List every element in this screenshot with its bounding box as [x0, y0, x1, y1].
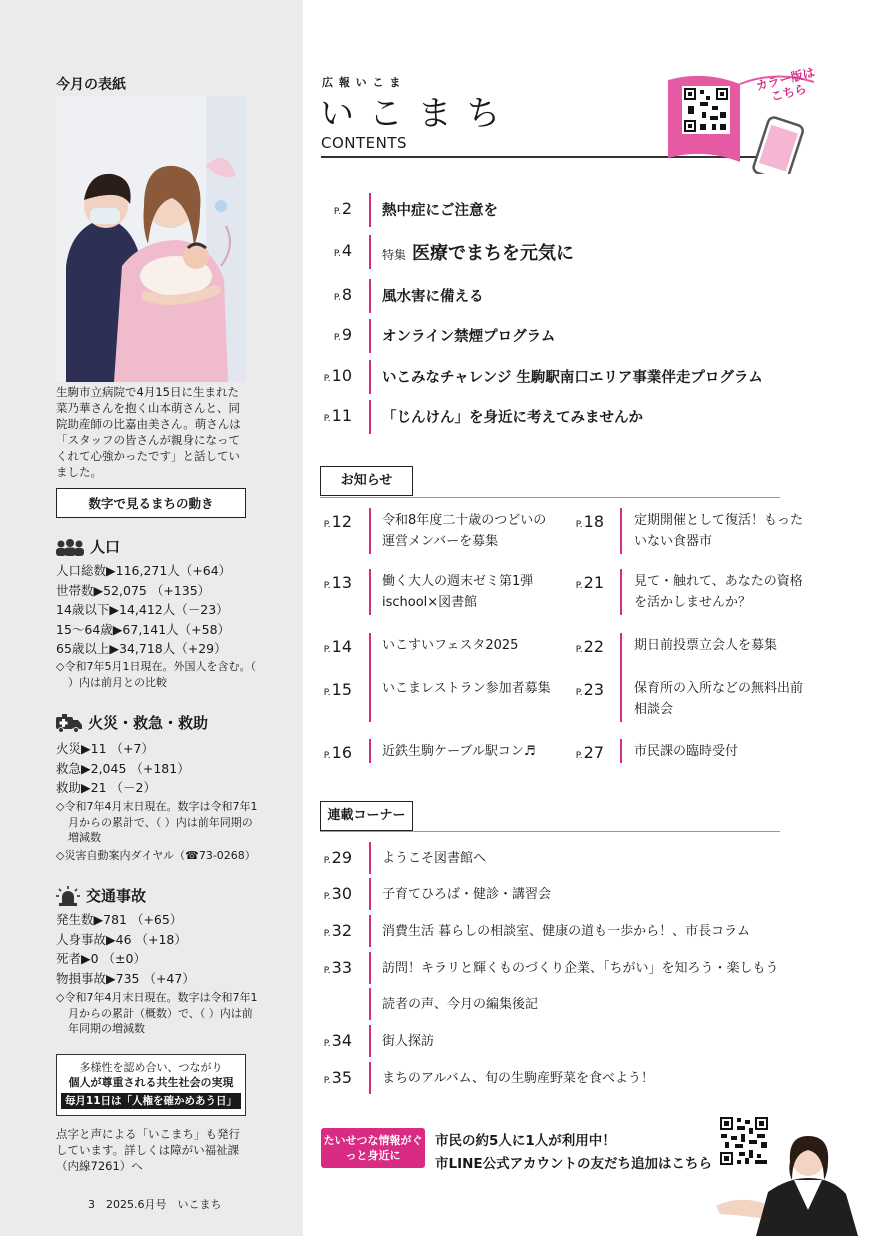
toc-divider: [369, 1025, 371, 1057]
toc-divider: [620, 633, 622, 679]
toc-item-27[interactable]: 市民課の臨時受付: [634, 744, 739, 759]
toc-item-11[interactable]: 「じんけん」を身近に考えてみませんか: [382, 410, 643, 426]
fire-dial-note: ◇災害自動案内ダイヤル（☎73-0268）: [56, 849, 256, 862]
toc-divider: [369, 842, 371, 874]
toc-item-reader[interactable]: 読者の声、今月の編集後記: [382, 997, 539, 1012]
page-prefix: P.: [323, 1039, 331, 1049]
toc-title: 医療でまちを元気に: [412, 243, 575, 264]
page-prefix: P.: [333, 249, 341, 259]
page-value: 35: [331, 1068, 352, 1087]
page-number: [318, 680, 352, 699]
kyosei-bar: 毎月11日は「人権を確かめあう日」: [61, 1093, 241, 1109]
toc-item-33[interactable]: 訪問！キラリと輝くものづくり企業、「ちがい」を知ろう・楽しもう: [382, 961, 779, 976]
fire-title: 火災・救急・救助: [88, 714, 209, 732]
page-value: 9: [341, 325, 352, 344]
page-value: 30: [331, 884, 352, 903]
kyosei-box: [56, 1054, 246, 1116]
page-value: 14: [331, 637, 352, 656]
page-prefix: P.: [323, 1076, 331, 1086]
page-value: 21: [583, 573, 604, 592]
toc-item-2[interactable]: 熱中症にご注意を: [382, 203, 498, 219]
page-number: [570, 637, 604, 656]
toc-divider: [369, 1062, 371, 1094]
stats-title: 数字で見るまちの動き: [56, 488, 246, 518]
page-value: 8: [341, 285, 352, 304]
toc-item-22[interactable]: 期日前投票立会人を募集: [634, 638, 778, 653]
page-prefix: P.: [323, 581, 331, 591]
notice-heading: お知らせ: [320, 466, 413, 496]
population-list: [56, 561, 231, 659]
page-number: [318, 1031, 352, 1050]
stat-line: 人身事故▶46 （+18）: [56, 931, 187, 947]
toc-divider: [369, 235, 371, 269]
toc-divider: [369, 633, 371, 679]
page-value: 22: [583, 637, 604, 656]
page-number: [318, 241, 352, 260]
page-prefix: P.: [323, 856, 331, 866]
page-number: [570, 573, 604, 592]
page-value: 15: [331, 680, 352, 699]
color-version-label[interactable]: カラー版はこちら: [754, 65, 817, 104]
toc-divider: [369, 952, 371, 984]
page-prefix: P.: [575, 581, 583, 591]
toc-divider: [620, 739, 622, 763]
page-number: [570, 512, 604, 531]
page-number: [318, 366, 352, 385]
page-prefix: P.: [333, 207, 341, 217]
kyosei-line-1: 多様性を認め合い、つながり: [79, 1061, 223, 1074]
toc-divider: [369, 569, 371, 615]
fire-heading: [56, 712, 208, 733]
traffic-list: [56, 910, 195, 988]
fire-note: ◇令和7年4月末日現在。数字は令和7年1月からの累計で、（ ）内は前年同期の増減数: [56, 800, 258, 844]
line-text-2[interactable]: 市LINE公式アカウントの友だち追加はこちら: [435, 1156, 713, 1172]
page-number: [570, 680, 604, 699]
page-number: [318, 743, 352, 762]
toc-item-9[interactable]: オンライン禁煙プログラム: [382, 329, 556, 345]
toc-item-10[interactable]: いこみなチャレンジ 生駒駅南口エリア事業伴走プログラム: [382, 370, 763, 386]
stat-line: 火災▶11 （+7）: [56, 741, 154, 756]
toc-item-12[interactable]: 令和8年度二十歳のつどいの運営メンバーを募集: [382, 513, 547, 549]
series-heading: 連載コーナー: [320, 801, 413, 831]
toc-item-15[interactable]: いこまレストラン参加者募集: [382, 681, 551, 696]
header-contents: CONTENTS: [321, 134, 408, 152]
toc-divider: [369, 319, 371, 353]
page-prefix: P.: [575, 520, 583, 530]
toc-divider: [620, 676, 622, 722]
toc-item-21[interactable]: 見て・触れて、あなたの資格を活かしませんか？: [634, 574, 803, 610]
page-value: 4: [341, 241, 352, 260]
page-value: 18: [583, 512, 604, 531]
page-value: 16: [331, 743, 352, 762]
toc-item-30[interactable]: 子育てひろば・健診・講習会: [382, 887, 552, 902]
stat-line: 15～64歳▶67,141人（+58）: [56, 621, 231, 637]
toc-divider: [369, 676, 371, 722]
toc-item-32[interactable]: 消費生活 暮らしの相談室、健康の道も一歩から！、市長コラム: [382, 924, 751, 939]
page-value: 12: [331, 512, 352, 531]
toc-divider: [369, 878, 371, 910]
toc-item-16[interactable]: 近鉄生駒ケーブル駅コン♬: [382, 744, 536, 759]
toc-item-18[interactable]: 定期開催として復活！もったいない食器市: [634, 513, 804, 549]
page-prefix: P.: [323, 374, 331, 384]
toc-divider: [620, 569, 622, 615]
page-number: [318, 958, 352, 977]
page-value: 33: [331, 958, 352, 977]
header-logo: い こ ま ち: [320, 94, 503, 134]
toc-divider: [369, 508, 371, 554]
toc-tag: 特集: [382, 248, 407, 262]
line-badge: たいせつな情報がぐっと身近に: [321, 1128, 425, 1168]
page-value: 34: [331, 1031, 352, 1050]
stat-line: 物損事故▶735 （+47）: [56, 970, 195, 986]
page-value: 10: [331, 366, 352, 385]
page-folio: 3 2025.6月号 いこまち: [88, 1198, 222, 1211]
page-number: [318, 848, 352, 867]
stat-line: 救急▶2,045 （+181）: [56, 760, 190, 776]
toc-divider: [369, 739, 371, 763]
cover-photo: [56, 96, 246, 382]
page-prefix: P.: [323, 751, 331, 761]
page-prefix: P.: [575, 688, 583, 698]
toc-item-13[interactable]: 働く大人の週末ゼミ第1弾 ischool×図書館: [382, 574, 534, 610]
page-prefix: P.: [323, 688, 331, 698]
toc-divider: [369, 988, 371, 1020]
stat-line: 人口総数▶116,271人（+64）: [56, 563, 232, 578]
toc-item-29[interactable]: ようこそ図書館へ: [382, 851, 487, 866]
stat-line: 65歳以上▶34,718人（+29）: [56, 641, 227, 656]
series-rule: [320, 831, 780, 832]
toc-item-23[interactable]: 保育所の入所などの無料出前相談会: [634, 681, 804, 717]
presenter-illustration: [716, 1136, 874, 1236]
toc-item-8[interactable]: 風水害に備える: [382, 289, 484, 305]
page-prefix: P.: [323, 892, 331, 902]
page-prefix: P.: [323, 520, 331, 530]
traffic-note: ◇令和7年4月末日現在。数字は令和7年1月からの累計（概数）で、（ ）内は前年同期の増減数: [56, 991, 258, 1035]
header-kicker: 広 報 い こ ま: [322, 76, 402, 89]
kyosei-line-2: 個人が尊重される共生社会の実現: [68, 1076, 234, 1089]
page-value: 29: [331, 848, 352, 867]
population-heading: [56, 536, 120, 557]
page-prefix: P.: [575, 751, 583, 761]
page-number: [570, 743, 604, 762]
page-prefix: P.: [323, 414, 331, 424]
page-prefix: P.: [333, 293, 341, 303]
page-value: 23: [583, 680, 604, 699]
page-value: 27: [583, 743, 604, 762]
toc-item-14[interactable]: いこすいフェスタ2025: [382, 638, 519, 653]
braille-note: 点字と声による「いこまち」も発行しています。詳しくは障がい福祉課（内線7261）へ: [56, 1127, 240, 1173]
population-title: 人口: [90, 538, 121, 556]
toc-divider: [369, 400, 371, 434]
toc-divider: [369, 915, 371, 947]
page-number: [318, 884, 352, 903]
population-note: ◇令和7年5月1日現在。外国人を含む。（ ）内は前月との比較: [56, 660, 256, 689]
cover-title: 今月の表紙: [56, 77, 126, 93]
line-text-1: 市民の約5人に1人が利用中！: [435, 1133, 616, 1149]
toc-divider: [369, 279, 371, 313]
page-prefix: P.: [323, 645, 331, 655]
page-number: [318, 1068, 352, 1087]
stat-line: 発生数▶781 （+65）: [56, 912, 183, 927]
people-icon: [56, 538, 84, 556]
toc-item-4[interactable]: [382, 239, 574, 265]
siren-icon: [56, 886, 80, 906]
traffic-heading: [56, 885, 146, 906]
page-prefix: P.: [323, 966, 331, 976]
stat-line: 世帯数▶52,075 （+135）: [56, 582, 211, 598]
toc-divider: [369, 193, 371, 227]
page-value: 11: [331, 406, 352, 425]
toc-item-35[interactable]: まちのアルバム、旬の生駒産野菜を食べよう！: [382, 1071, 654, 1086]
page-number: [318, 637, 352, 656]
cover-caption: 生駒市立病院で4月15日に生まれた菜乃華さんを抱く山本萌さんと、同院助産師の比嘉由美さん。萌さんは「スタッフの皆さんが親身になってくれて心強かったです」と話していました。: [56, 385, 241, 479]
page-prefix: P.: [333, 333, 341, 343]
page-number: [318, 921, 352, 940]
page-prefix: P.: [323, 929, 331, 939]
stat-line: 死者▶0 （±0）: [56, 951, 146, 966]
page-number: [318, 406, 352, 425]
page-value: 13: [331, 573, 352, 592]
page-number: [318, 285, 352, 304]
page-number: [318, 199, 352, 218]
page-number: [318, 325, 352, 344]
toc-divider: [369, 360, 371, 394]
stat-line: 14歳以下▶14,412人（－23）: [56, 602, 229, 617]
notice-rule: [320, 497, 780, 498]
stat-line: 救助▶21 （－2）: [56, 780, 156, 795]
page-prefix: P.: [575, 645, 583, 655]
traffic-title: 交通事故: [86, 887, 147, 905]
toc-divider: [620, 508, 622, 554]
page-number: [318, 512, 352, 531]
page-value: 2: [341, 199, 352, 218]
ambulance-icon: [56, 713, 82, 733]
toc-item-34[interactable]: 街人探訪: [382, 1034, 435, 1049]
fire-list: [56, 739, 190, 798]
page-value: 32: [331, 921, 352, 940]
page-number: [318, 573, 352, 592]
